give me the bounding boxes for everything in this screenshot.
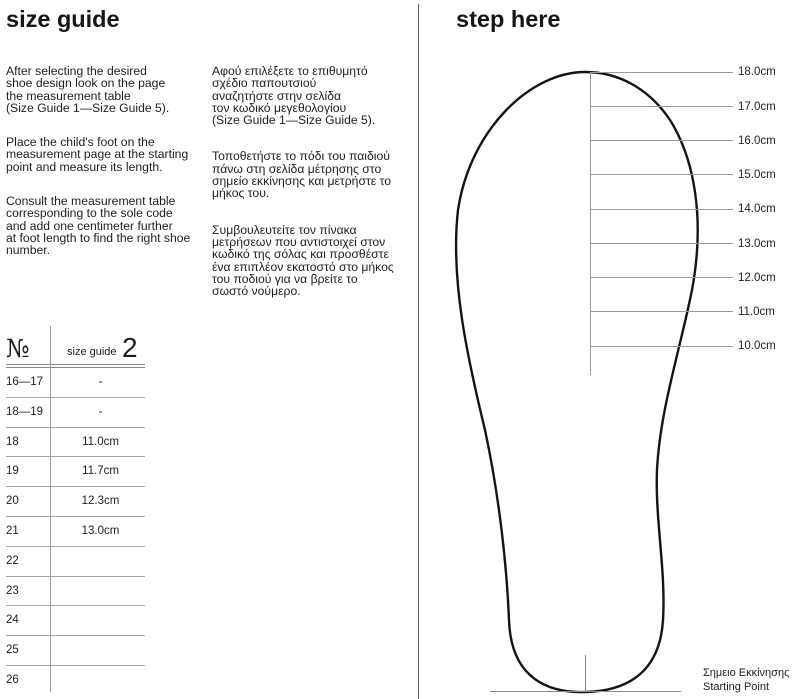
foot-length-cell: 13.0cm <box>81 524 120 537</box>
foot-length-cell <box>50 577 145 606</box>
table-row <box>6 666 145 695</box>
table-row <box>6 398 145 428</box>
shoe-size-cell: 16—17 <box>6 376 44 388</box>
scale-label: 12.0cm <box>738 271 776 284</box>
table-row <box>6 368 145 398</box>
shoe-size-cell: 26 <box>6 673 19 686</box>
size-table <box>6 326 145 695</box>
column-header-number-symbol: № <box>6 334 30 363</box>
scale-label: 16.0cm <box>738 134 776 147</box>
scale-label: 17.0cm <box>738 100 776 113</box>
foot-outline <box>456 72 698 692</box>
instructions-english <box>6 65 206 279</box>
starting-point-label-english: Starting Point <box>703 680 770 693</box>
foot-length-cell <box>50 636 145 665</box>
instruction-paragraph: Consult the measurement table corresponding to the sole code and add one centimeter further at foot length to find the right shoe number. <box>6 194 191 258</box>
instruction-paragraph: Τοποθετήστε το πόδι του παιδιού πάνω στη σελίδα μέτρησης στο σημείο εκκίνησης και μετρήστε το μήκος του. <box>212 149 392 201</box>
table-column-divider <box>50 326 51 692</box>
scale-label: 11.0cm <box>738 305 775 318</box>
shoe-size-cell: 22 <box>6 554 19 567</box>
foot-length-cell: - <box>98 376 103 388</box>
foot-length-cell: 12.3cm <box>81 495 120 508</box>
table-row <box>6 577 145 607</box>
shoe-size-cell: 20 <box>6 495 19 508</box>
instruction-paragraph: Συμβουλευτείτε τον πίνακα μετρήσεων που αντιστοιχεί στον κωδικό της σόλας και προσθέστε ένα επιπλέον εκατοστό στο μήκος του ποδιού για να βρείτε το σωστό νούμερο. <box>212 222 394 299</box>
foot-length-cell <box>50 547 145 576</box>
shoe-size-cell: 24 <box>6 614 19 627</box>
scale-label: 18.0cm <box>738 66 776 78</box>
shoe-size-cell: 25 <box>6 644 19 657</box>
instruction-paragraph: After selecting the desired shoe design look on the page the measurement table (Size Guide 1—Size Guide 5). <box>6 64 170 115</box>
column-header-size-guide-label: size guide <box>67 346 117 358</box>
scale-label: 14.0cm <box>738 203 776 215</box>
foot-length-cell <box>50 666 145 695</box>
table-row <box>6 517 145 547</box>
table-row <box>6 547 145 577</box>
table-row <box>6 487 145 517</box>
shoe-size-cell: 23 <box>6 584 19 597</box>
shoe-size-cell: 19 <box>6 465 19 478</box>
foot-length-cell: 11.7cm <box>82 465 119 478</box>
column-header-size-guide-number: 2 <box>122 332 138 363</box>
scale-label: 13.0cm <box>738 237 776 250</box>
starting-point-caption <box>703 667 789 694</box>
instruction-paragraph: Place the child's foot on the measurement page at the starting point and measure its length. <box>6 135 189 174</box>
foot-length-cell <box>50 606 145 635</box>
step-here-title: step here <box>456 6 561 32</box>
table-row <box>6 636 145 666</box>
instruction-paragraph: Αφού επιλέξετε το επιθυμητό σχέδιο παπουτσιού αναζητήστε στην σελίδα τον κωδικό μεγεθολογίου (Size Guide 1—Size Guide 5). <box>212 64 376 128</box>
foot-length-cell: 11.0cm <box>82 435 119 448</box>
starting-point-label-greek: Σημειο Εκκίνησης <box>703 667 790 679</box>
table-row <box>6 606 145 636</box>
table-header <box>6 326 145 368</box>
size-guide-title: size guide <box>6 6 120 32</box>
table-row <box>6 428 145 458</box>
foot-length-cell: - <box>98 405 103 418</box>
scale-label: 10.0cm <box>738 340 776 352</box>
scale-label: 15.0cm <box>738 168 776 181</box>
shoe-size-cell: 18 <box>6 435 19 448</box>
instructions-greek <box>212 65 412 321</box>
table-row <box>6 457 145 487</box>
shoe-size-cell: 18—19 <box>6 405 44 418</box>
shoe-size-cell: 21 <box>6 524 19 537</box>
